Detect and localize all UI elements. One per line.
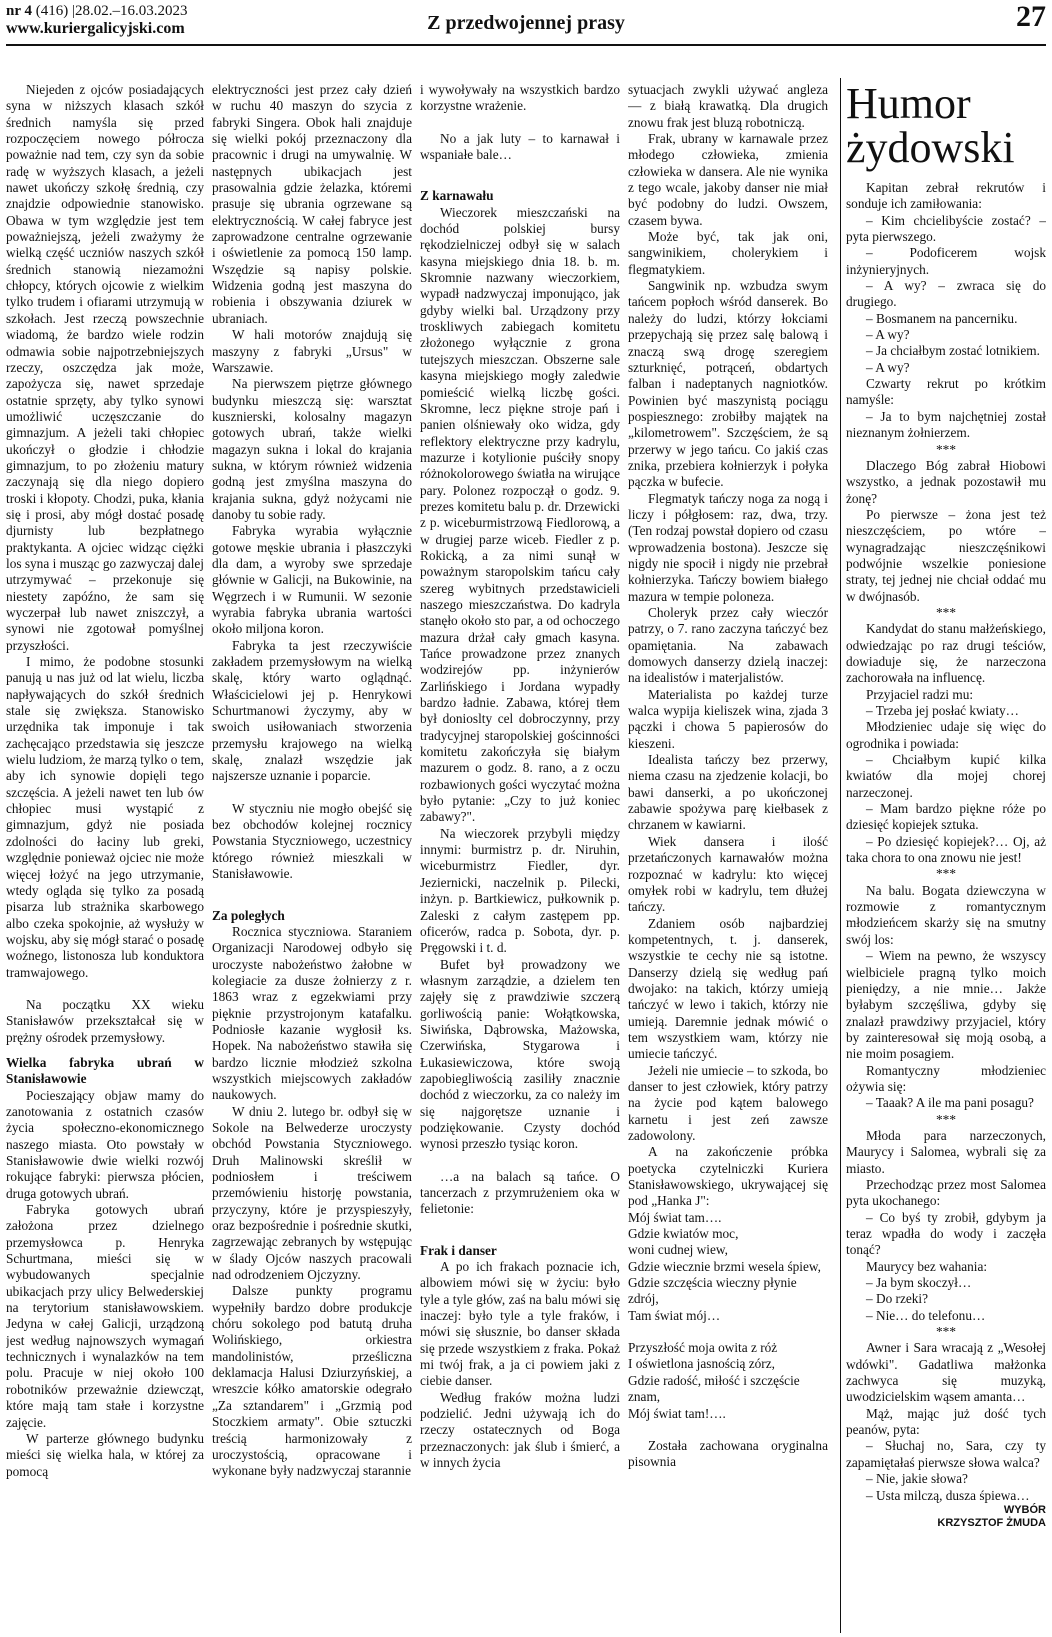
- paragraph: – Wiem na pewno, że wszyscy wielbiciele pragną tylko moich pieniędzy, a nie mnie… Jakże byłabym szczęśliwa, gdyby się znalazł prawdziwy przyjaciel, który by zainteresował się moją osobą, a nie moim posagiem.: [846, 948, 1046, 1062]
- paragraph: Bufet był prowadzony we własnym zarządzie, a dzielem ten zajęły się z prawdziwie szczerą gorliwością panie: Wołątkowska, Siwińska, Dąbrowska, Mażowska, Czerwińska, Stygarowa i Łukasiewiczowa, które swoją zapobiegliwością zasiliły znacznie dochód z wieczorku, za co należy im się najgorętsze uznanie i podziękowanie. Czysty dochód wynosi przeszło tysiąc koron.: [420, 956, 620, 1152]
- humor-column: [846, 82, 1046, 1632]
- paragraph: Frak, ubrany w karnawale przez młodego człowieka, zmienia człowieka w dansera. Ale nie wynika z tego wcale, jakoby danser nie miał być podobny do ludzi. Owszem, czasem bywa.: [628, 131, 828, 228]
- paragraph: Po pierwsze – żona jest też nieszczęściem, po wtóre – wynagradzając nieszczęśnikowi podwójnie wszelkie poniesione straty, tej jednej nie chciał oddać mu w dwójnasób.: [846, 506, 1046, 604]
- paragraph: Przyjaciel radzi mu:: [866, 686, 974, 702]
- column-divider: [840, 78, 841, 1633]
- poem-line: Tam świat mój…: [628, 1307, 721, 1323]
- paragraph: – Kim chcielibyście zostać? – pyta pierwszego.: [846, 212, 1046, 245]
- poem-line: Mój świat tam….: [628, 1209, 722, 1225]
- paragraph: Romantyczny młodzieniec ożywia się:: [846, 1062, 1046, 1094]
- issue-dates: (416) |28.02.–16.03.2023: [31, 3, 188, 19]
- paragraph: Maurycy bez wahania:: [866, 1258, 988, 1274]
- paragraph: – Mam bardzo piękne róże po dziesięć kopiejek sztuka.: [846, 801, 1046, 833]
- paragraph: – Po dziesięć kopiejek?… Oj, aż taka chora to ona znowu nie jest!: [846, 833, 1046, 866]
- paragraph: – Bosmanem na pancerniku.: [866, 310, 1018, 326]
- paragraph: Według fraków można ludzi podzielić. Jedni używają ich do rzeczy ostatecznych od Boga przeznaczonych: jak ślub i śmierć, a w innych życia: [420, 1389, 620, 1471]
- paragraph: A na zakończenie próbka poetycka czytelniczki Kuriera Stanisławowskiego, ukrywającej się pod „Hanka J":: [628, 1144, 828, 1209]
- paragraph: Pocieszający objaw mamy do zanotowania z ostatnich czasów życia społeczno-ekonomicznego naszego miasta. Oto powstały w Stanisławowie dwie wielki rozwój rokujące fabryki: pierwsza płócien, druga gotowych ubrań.: [6, 1087, 204, 1201]
- paragraph: Na balu. Bogata dziewczyna w rozmowie z romantycznym młodzieńcem skarży się na smutny swój los:: [846, 882, 1046, 947]
- paragraph: W styczniu nie mogło obejść się bez obchodów kolejnej rocznicy Powstania Styczniowego, uczestnicy którego również mieszkali w Stanisławowie.: [212, 800, 412, 882]
- paragraph: Awner i Sara wracają z „Wesołej wdówki". Gadatliwa małżonka zachwyca się muzyką, uwodzicielskim wąsem amanta…: [846, 1340, 1046, 1405]
- separator-stars: ***: [936, 866, 956, 882]
- paragraph: – Usta milczą, dusza śpiewa…: [866, 1487, 1030, 1503]
- paragraph: – Trzeba jej posłać kwiaty…: [866, 703, 1019, 718]
- credit-line: KRZYSZTOF ŻMUDA: [937, 1516, 1046, 1529]
- credit: [846, 1504, 1046, 1530]
- paragraph: Niejeden z ojców posiadających syna w niższych klasach szkół średnich namyśla się przed rozpoczęciem nowego półrocza poważnie nad tem, czy syn da sobie radę w wyższych klasach, a jeżeli nawet ukończy szkołę średnią, czy znajdzie odpowiednie stanowisko. Obawa w tym względzie jest tem poważniejszą, jeżeli zważymy że wielką część uczniów naszych szkół średnich stanowią niezamożni chłopcy, których ojcowie z wielkim tylko trudem i ofiarami utrzymują w szkołach. Jest rzeczą powszechnie wiadomą, że bardzo wiele rodzin odmawia sobie najpotrzebniejszych rzeczy, oszczędza jak może, zapożycza się, nawet sprzedaje ostatnie sprzęty, aby tylko synowi umożliwić uczęszczanie do gimnazjum. A jeżeli taki chłopiec ukończył o głodzie i chłodzie gimnazjum, to po złożeniu matury zaczynają się dla niego dopiero troski i kłopoty. Chodzi, puka, kłania się i prosi, aby mógł dostać posadę djurnisty lub bezpłatnego praktykanta. A ojciec widząc ciężki los syna i musząc go zazwyczaj dalej utrzymywać – przekonuje się niestety zapóźno, że sam się wyczerpał lub nawet zniszczył, a synowi nie zgotował pomyślnej przyszłości.: [6, 82, 204, 653]
- credit-line: WYBÓR: [1003, 1503, 1046, 1516]
- paragraph: – Słuchaj no, Sara, czy ty zapamiętałaś pierwsze słowa walca?: [846, 1438, 1046, 1470]
- poem-line: Gdzie radość, miłość i szczęście znam,: [628, 1372, 800, 1405]
- paragraph: – Taaak? A ile ma pani posagu?: [866, 1095, 1034, 1111]
- paragraph: Jeżeli nie umiecie – to szkoda, bo danser to jest człowiek, który patrzy na życie pod kątem balowego karnetu i jest zeń zawsze zadowolony.: [628, 1062, 828, 1143]
- paragraph: – Podoficerem wojsk inżynieryjnych.: [846, 245, 1046, 277]
- section-title: Z przedwojennej prasy: [427, 12, 625, 34]
- paragraph: Rocznica styczniowa. Staraniem Organizacji Narodowej odbyło się uroczyste nabożeństwo żałobne w kolegiacie za dusze żołnierzy z r. 1863 wraz z egzekwiami przy pięknie przystrojonym katafalku. Podniosłe kazanie wygłosił ks. Hopek. Na nabożeństwo stawiła się bardzo licznie młodzież szkolna wszystkich miejscowych zakładów naukowych.: [212, 923, 412, 1103]
- paragraph: Idealista tańczy bez przerwy, niema czasu na zjedzenie kolacji, bo bawi danserki, a po ukończonej zabawie spożywa parę kiełbasek z chrzanem w kawiarni.: [628, 752, 828, 833]
- separator-stars: ***: [936, 441, 956, 457]
- paragraph: – A wy?: [866, 359, 910, 375]
- paragraph: Młoda para narzeczonych, Maurycy i Salomea, wybrali się za miasto.: [846, 1127, 1046, 1176]
- paragraph: – Ja chciałbym zostać lotnikiem.: [866, 343, 1040, 359]
- paragraph: Zdaniem osób najbardziej kompetentnych, t. j. danserek, wszystkie te cechy nie są istotne. Danserzy dzielą się według pań dwojako: na takich, którzy umieją tańczyć w lewo i takich, którzy nie umieją. Daremnie jednak mówić o tem wszystkiem wam, którzy nie umiecie tańczyć.: [628, 915, 828, 1062]
- poem-line: I oświetlona jasnością zórz,: [628, 1356, 775, 1372]
- paragraph: W dniu 2. lutego br. odbył się w Sokole na Belwederze uroczysty obchód Powstania Styczniowego. Druh Malinowski skreślił w podniosłem i treściwem przemówieniu historję powstania, przyczyny, które je przyspieszyły, oraz bezpośrednie i pośrednie skutki, zagrzewając zebranych by wstępując w ślady Ojców naszych pracowali nad odrodzeniem Ojczyzny.: [212, 1103, 412, 1283]
- paragraph: – Co byś ty zrobił, gdybym ja teraz wpadła do wody i zaczęła tonąć?: [846, 1209, 1046, 1258]
- paragraph: A po ich frakach poznacie ich, albowiem mówi się w życiu: było tyle a tyle głów, zaś na balu mówi się inaczej: było tyle a tyle fraków, i mówi się słusznie, bo danser składa się przede wszystkiem z fraka. Pokaż mi twój frak, a ja ci powiem jaki z ciebie danser.: [420, 1259, 620, 1389]
- section-heading: Frak i danser: [420, 1242, 497, 1258]
- paragraph: Mąż, mając już dość tych peanów, pyta:: [846, 1405, 1046, 1438]
- paragraph: i wywoływały na wszystkich bardzo korzystne wrażenie.: [420, 82, 620, 114]
- paragraph: sytuacjach zwykli używać angleza — z białą krawatką. Dla drugich znowu frak jest bluzą robotniczą.: [628, 82, 828, 130]
- poem-line: Gdzie wiecznie brzmi wesela śpiew,: [628, 1258, 821, 1274]
- section-heading: Wielka fabryka ubrań w Stanisławowie: [6, 1054, 204, 1087]
- paragraph: elektryczności jest przez cały dzień w ruchu 40 maszyn do szycia z fabryki Singera. Obok hali znajduje się wielki pokój przeznaczony dla pracownic i drugi na umywalnię. W następnych ubikacjach jest prasowalnia gdzie żelazka, któremi prasuje się ubrania ogrzewane są elektrycznością. W całej fabryce jest zaprowadzone centralne ogrzewanie i oświetlenie za pomocą 150 lamp. Wszędzie są napisy polskie. Widzenia godną jest maszyna do robienia i obszywania dziurek w ubraniach.: [212, 82, 412, 326]
- poem-line: woni cudnej wiew,: [628, 1242, 728, 1258]
- poem-stanza: [628, 1210, 828, 1324]
- poem-line: Gdzie kwiatów moc,: [628, 1226, 739, 1242]
- issue-number: nr 4: [6, 3, 32, 19]
- paragraph: – Ja to bym najchętniej został nieznanym żołnierzem.: [846, 408, 1046, 441]
- paragraph: …a na balach są tańce. O tancerzach z przymrużeniem oka w felietonie:: [420, 1168, 620, 1217]
- spacer: [420, 1218, 620, 1234]
- paragraph: Czwarty rekrut po krótkim namyśle:: [846, 376, 1046, 408]
- spacer: [420, 115, 620, 131]
- paragraph: Młodzieniec udaje się więc do ogrodnika i powiada:: [846, 719, 1046, 751]
- paragraph: Wieczorek mieszczański na dochód polskiej bursy rękodzielniczej odbył się w salach kasyna miejskiego dnia 18. b. m. Skromnie nazwany wieczorkiem, wypadł nadzwyczaj imponująco, jak gdyby wielki bal. Urządzony przy troskliwych zabiegach komitetu złożonego wyłącznie z grona tutejszych mieszczan. Obszerne sale kasyna miejskiego mogły zaledwie pomieścić wielką liczbę gości. Skromne, lecz piękne stroje pań i panien olśniewały oko widza, gdy reflektory elektryczne przy kadrylu, mazurze i kotylionie puściły snopy różnokolorowego światła na wirujące pary. Polonez rozpoczął o godz. 9. prezes komitetu balu p. dr. Drzewicki z p. wiceburmistrzową Fiedlorową, a w drugiej parze wiceb. Fiedler z p. Rokicką, a za nimi sunął w poważnym staropolskim tańcu cały szereg wybitnych przedstawicieli naszego mieszczaństwa. Do kadryla stanęło około sto par, a od ochoczego mazura drżał cały gmach kasyna. Tańce prowadzone przez znanych wodzirejów pp. inżynierów Zarlińskiego i Jordana wypadły bardzo ładnie. Zabawa, której tłem był donioslty cel dobroczynny, przy tradycyjnej staropolskiej gościnności komitetu zakończyła się białym mazurem o godz. 8. rano, a z oczu rozbawionych gości wyczytać można było pytanie: „Czy to już koniec zabawy?".: [420, 204, 620, 825]
- paragraph: Przechodząc przez most Salomea pyta ukochanego:: [846, 1176, 1046, 1209]
- paragraph: – Chciałbym kupić kilka kwiatów dla mojej chorej narzeczonej.: [846, 752, 1046, 800]
- paragraph: Fabryka wyrabia wyłącznie gotowe męskie ubrania i płaszczyki dla dam, a wyroby swe sprzedaje głównie w Galicji, na Bukowinie, na Węgrzech i w Rumunii. W sezonie wyrabia fabryka ubrania wartości około miljona koron.: [212, 523, 412, 637]
- paragraph: Może być, tak jak oni, sangwinikiem, cholerykiem i flegmatykiem.: [628, 229, 828, 277]
- paragraph: Dalsze punkty programu wypełniły bardzo dobre produkcje chóru sokolego pod batutą druha Wolińskiego, orkiestra mandolinistów, prześliczna deklamacja Halusi Dziurzyńskiej, a wreszcie kółko amatorskie odegrało „Za sztandarem" i „Grzmią pod Stoczkiem armaty". Obie sztuczki treścią harmonizowały z uroczystością, opracowane i wykonane były nadzwyczaj starannie: [212, 1283, 412, 1479]
- paragraph: Sangwinik np. wzbudza swym tańcem popłoch wśród danserek. Bo należy do ludzi, którzy łokciami przepychają się przez salę balową i znaczą swą drogę szeregiem szturknięć, potrąceń, obdartych falban i nadeptanych nagniotków. Powinien być maszynistą pociągu pospiesznego: zrobiłby majątek na „kilometrowem". Szczęściem, że są przerwy w jego tańcu. Co jakiś czas znika, przebiera kołnierzyk i połyka pączka w bufecie.: [628, 278, 828, 490]
- paragraph: Kandydat do stanu małżeńskiego, odwiedzając po raz drugi teściów, dowiaduje się, że narzeczona zachorowała na influencę.: [846, 621, 1046, 686]
- paragraph: Została zachowana oryginalna pisownia: [628, 1437, 828, 1470]
- poem-line: Gdzie szczęścia wieczny płynie zdrój,: [628, 1275, 797, 1307]
- poem-stanza: [628, 1340, 828, 1422]
- poem-line: Mój świat tam!….: [628, 1405, 726, 1421]
- spacer: [628, 1422, 828, 1438]
- humor-title: Humor żydowski: [846, 82, 1015, 172]
- paragraph: Na pierwszem piętrze głównego budynku mieszczą się: warsztat kusznierski, kolosalny magazyn gotowych ubrań, także wielki magazyn sukna i lokal do krajania sukna, w którym również widzenia godną jest zmyślna maszyna do krajania sukna, gdyż nożycami nie danoby tu sobie rady.: [212, 376, 412, 522]
- paragraph: No a jak luty – to karnawał i wspaniałe bale…: [420, 130, 620, 163]
- paragraph: Fabryka gotowych ubrań założona przez dzielnego przemysłowca p. Henryka Schurtmana, mieści się w wybudowanych specjalnie ubikacjach przy ulicy Belwederskiej na terytorium stanisławowskiem. Jedyna w całej Galicji, urządzoną jest według najnowszych wymagań technicznych i wynalazków na tem polu. Pracuje w niej około 100 robotników przeważnie dziewcząt, które mają tam stałe i korzystne zajęcie.: [6, 1202, 204, 1430]
- paragraph: Fabryka ta jest rzeczywiście zakładem przemysłowym na wielką skalę, który warto oglądnąć. Właścicielowi jej p. Henrykowi Schurtmanowi życzymy, aby w swoich usiłowaniach stworzenia przemysłu krajowego na wielką skalę, znalazł wszędzie jak najszersze uznanie i poparcie.: [212, 637, 412, 784]
- page-header: [0, 0, 1052, 50]
- header-rule: [6, 44, 1046, 46]
- page-number: 27: [1016, 0, 1046, 33]
- paragraph: Flegmatyk tańczy noga za nogą i liczy i półgłosem: raz, dwa, trzy. (Ten rodzaj powstał dopiero od czasu wprowadzenia bostona). Jeszcze się nigdy nie spocił i nigdy nie przebrał kołnierzyka. Tańczy bowiem białego mazura w tempie poloneza.: [628, 490, 828, 604]
- poem-line: Przyszłość moja owita z róż: [628, 1340, 778, 1356]
- paragraph: W hali motorów znajdują się maszyny z fabryki „Ursus" w Warszawie.: [212, 327, 412, 375]
- paragraph: – Nie, jakie słowa?: [866, 1471, 968, 1487]
- paragraph: Na wieczorek przybyli między innymi: burmistrz p. dr. Niruhin, wiceburmistrz Fiedler, dyr. Jeziernicki, naczelnik p. Pilecki, inżyn. p. Bartkiewicz, pułkownik p. Zaleski z całym zastępem pp. oficerów, radca p. Sobota, dyr. p. Pręgowski i t. d.: [420, 825, 620, 956]
- article-column-4: [628, 82, 828, 1632]
- spacer: [6, 981, 204, 997]
- paragraph: Wiek dansera i ilość przetańczonych karnawałów można rozpoznać w kadrylu: kto więcej omyłek robi w kadrylu, tem dłużej tańczy.: [628, 833, 828, 915]
- spacer: [420, 163, 620, 179]
- spacer: [420, 1153, 620, 1169]
- section-heading: Z karnawału: [420, 188, 494, 204]
- article-column-1: [6, 82, 204, 1632]
- separator-stars: ***: [936, 1111, 956, 1127]
- paragraph: – Do rzeki?: [866, 1291, 929, 1307]
- spacer: [628, 1324, 828, 1340]
- spacer: [212, 883, 412, 899]
- article-column-2: [212, 82, 412, 1632]
- spacer: [212, 785, 412, 801]
- separator-stars: ***: [936, 1324, 956, 1340]
- paragraph: – Nie… do telefonu…: [866, 1307, 986, 1323]
- paragraph: Kapitan zebrał rekrutów i sonduje ich zamiłowania:: [846, 180, 1046, 212]
- website-link[interactable]: www.kuriergalicyjski.com: [6, 20, 185, 37]
- paragraph: I mimo, że podobne stosunki panują u nas już od lat wielu, liczba napływających do szkół średnich stale się zwiększa. Stanowisko urzędnika tak imponuje i tak zachęcająco przedstawia się jeszcze wielu ludziom, że marzą tylko o tem, aby ich synowie dopięli tego szczęścia. A jeżeli nawet ten lub ów chłopiec musi wystąpić z gimnazjum, gdyż nie posiada zdolności do łaciny lub greki, względnie ponieważ ojciec nie może więcej łożyć na jego utrzymanie, wtedy ogląda się tylko za posadą pisarza lub strażnika skarbowego albo czeka spokojnie, aż wysłuży w wojsku, aby się mógł starać o posadę woźnego, listonosza lub konduktora tramwajowego.: [6, 654, 204, 980]
- paragraph: Materialista po każdej turze walca wypija kieliszek wina, zjada 3 pączki i chowa 5 papierosów do kieszeni.: [628, 686, 828, 751]
- paragraph: Na początku XX wieku Stanisławów przekształcał się w prężny ośrodek przemysłowy.: [6, 996, 204, 1045]
- paragraph: – Ja bym skoczył…: [866, 1275, 972, 1291]
- paragraph: Choleryk przez cały wieczór patrzy, o 7. rano zaczyna tańczyć bez opamiętania. Na zabawach domowych danserzy dzielą inaczej: na idealistów i materjalistów.: [628, 605, 828, 686]
- separator-stars: ***: [936, 604, 956, 620]
- paragraph: Dlaczego Bóg zabrał Hiobowi wszystko, a jednak pozostawił mu żonę?: [846, 457, 1046, 506]
- paragraph: – A wy? – zwraca się do drugiego.: [846, 278, 1046, 310]
- section-heading: Za poległych: [212, 907, 285, 923]
- paragraph: W parterze głównego budynku mieści się wielka hala, w której za pomocą: [6, 1430, 204, 1479]
- paragraph: – A wy?: [866, 327, 910, 343]
- article-column-3: [420, 82, 620, 1632]
